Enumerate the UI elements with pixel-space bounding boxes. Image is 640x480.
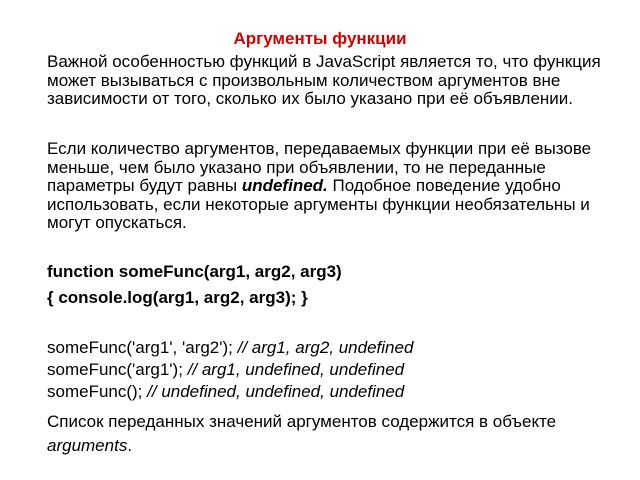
arguments-paragraph-text-after: . bbox=[127, 436, 133, 455]
call-example-1 bbox=[47, 338, 413, 358]
undefined-paragraph bbox=[47, 140, 617, 233]
undefined-keyword: undefined. bbox=[241, 176, 328, 195]
function-body-line: { console.log(arg1, arg2, arg3); } bbox=[47, 288, 308, 307]
call-example-3 bbox=[47, 382, 404, 402]
call-example-2 bbox=[47, 360, 404, 380]
call-comment: // arg1, undefined, undefined bbox=[182, 360, 405, 379]
slide-title: Аргументы функции bbox=[233, 29, 407, 48]
undefined-paragraph-text-after: Подобное поведение удобно использовать, если некоторые аргументы функции необязательны и могут опускаться. bbox=[47, 176, 590, 232]
call-code: someFunc(); bbox=[47, 382, 143, 401]
call-code: someFunc('arg1'); bbox=[47, 360, 183, 379]
call-comment: // arg1, arg2, undefined bbox=[232, 338, 414, 357]
function-declaration-line: function someFunc(arg1, arg2, arg3) bbox=[47, 262, 342, 281]
arguments-paragraph bbox=[47, 410, 617, 458]
arguments-paragraph-text-before: Список переданных значений аргументов содержится в объекте bbox=[47, 412, 557, 431]
call-code: someFunc('arg1', 'arg2'); bbox=[47, 338, 233, 357]
arguments-keyword: arguments bbox=[47, 436, 128, 455]
call-comment: // undefined, undefined, undefined bbox=[142, 382, 405, 401]
undefined-paragraph-text-before: Если количество аргументов, передаваемых функции при её вызове меньше, чем было указано при объявлении, то не переданные параметры будут равны bbox=[47, 139, 592, 195]
intro-paragraph: Важной особенностью функций в JavaScript является то, что функция может вызываться с произвольным количеством аргументов вне зависимости от того, сколько их было указано при её объявлении. bbox=[47, 52, 601, 108]
